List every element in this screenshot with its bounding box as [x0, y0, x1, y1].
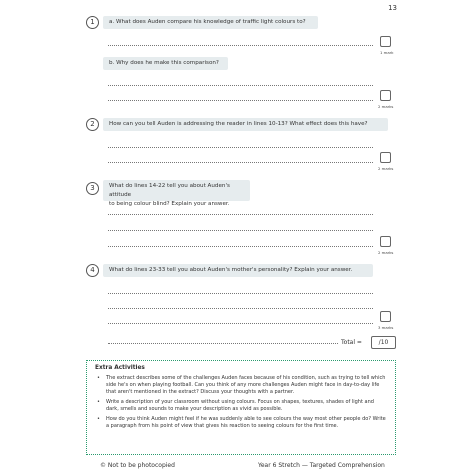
mark-box-2[interactable]: [380, 152, 391, 163]
marks-label-4: 3 marks: [378, 325, 394, 330]
answer-line[interactable]: [108, 147, 373, 148]
extra-activity-text: Write a description of your classroom without using colours. Focus on shapes, textures, shades of light and dark, smells and sounds to make your description as vivid as possible.: [106, 399, 374, 412]
total-score-box[interactable]: /10: [371, 336, 396, 349]
question-3-prompt-line1: What do lines 14-22 tell you about Auden's attitude: [109, 183, 230, 198]
extra-activity-text: How do you think Auden might feel if he was suddenly able to see colours the way most other people do? Write a paragraph from his point of view that gives his reaction to seeing colours for the first time.: [106, 416, 386, 429]
question-number-2: 2: [86, 118, 99, 131]
question-2-prompt: How can you tell Auden is addressing the reader in lines 10-13? What effect does this have?: [103, 118, 388, 131]
answer-line[interactable]: [108, 100, 373, 101]
mark-box-3[interactable]: [380, 236, 391, 247]
answer-line[interactable]: [108, 230, 373, 231]
question-number-1: 1: [86, 16, 99, 29]
extra-activity-item: [95, 375, 387, 396]
extra-activity-item: [95, 399, 387, 413]
marks-label-1b: 2 marks: [378, 104, 394, 109]
answer-line[interactable]: [108, 308, 373, 309]
question-1a-prompt: a. What does Auden compare his knowledge of traffic light colours to?: [103, 16, 318, 29]
total-label: Total =: [341, 339, 362, 346]
answer-line[interactable]: [108, 323, 373, 324]
question-1b-prompt: b. Why does he make this comparison?: [103, 57, 228, 70]
answer-line[interactable]: [108, 45, 373, 46]
bullet-icon: •: [97, 399, 100, 405]
extra-activities-title: Extra Activities: [95, 365, 145, 371]
answer-line[interactable]: [108, 293, 373, 294]
marks-label-1a: 1 mark: [380, 50, 394, 55]
answer-line[interactable]: [108, 214, 373, 215]
page-number: 13: [388, 4, 397, 12]
marks-label-3: 2 marks: [378, 250, 394, 255]
question-3-prompt-line2: to being colour blind? Explain your answer.: [109, 201, 230, 207]
mark-box-4[interactable]: [380, 311, 391, 322]
question-3-prompt: [103, 180, 250, 207]
extra-activity-text: The extract describes some of the challenges Auden faces because of his condition, such as trying to tell which side he's on when playing football. Can you think of any more challenges Auden might face in day-to-day life that aren't mentioned in the extract? Discuss your thoughts with a partner.: [106, 375, 386, 395]
footer-book-title: Year 6 Stretch — Targeted Comprehension: [258, 462, 385, 469]
answer-line[interactable]: [108, 85, 373, 86]
mark-box-1b[interactable]: [380, 90, 391, 101]
answer-line[interactable]: [108, 246, 373, 247]
question-4-prompt: What do lines 23-33 tell you about Auden's mother's personality? Explain your answer.: [103, 264, 373, 277]
footer-copyright: © Not to be photocopied: [100, 462, 175, 469]
answer-line[interactable]: [108, 162, 373, 163]
extra-activities-box: [86, 360, 396, 455]
marks-label-2: 2 marks: [378, 166, 394, 171]
extra-activity-item: [95, 416, 387, 430]
mark-box-1a[interactable]: [380, 36, 391, 47]
bullet-icon: •: [97, 375, 100, 381]
question-number-3: 3: [86, 182, 99, 195]
question-number-4: 4: [86, 264, 99, 277]
total-line: [108, 343, 338, 344]
extra-activities-list: [95, 375, 387, 430]
bullet-icon: •: [97, 416, 100, 422]
